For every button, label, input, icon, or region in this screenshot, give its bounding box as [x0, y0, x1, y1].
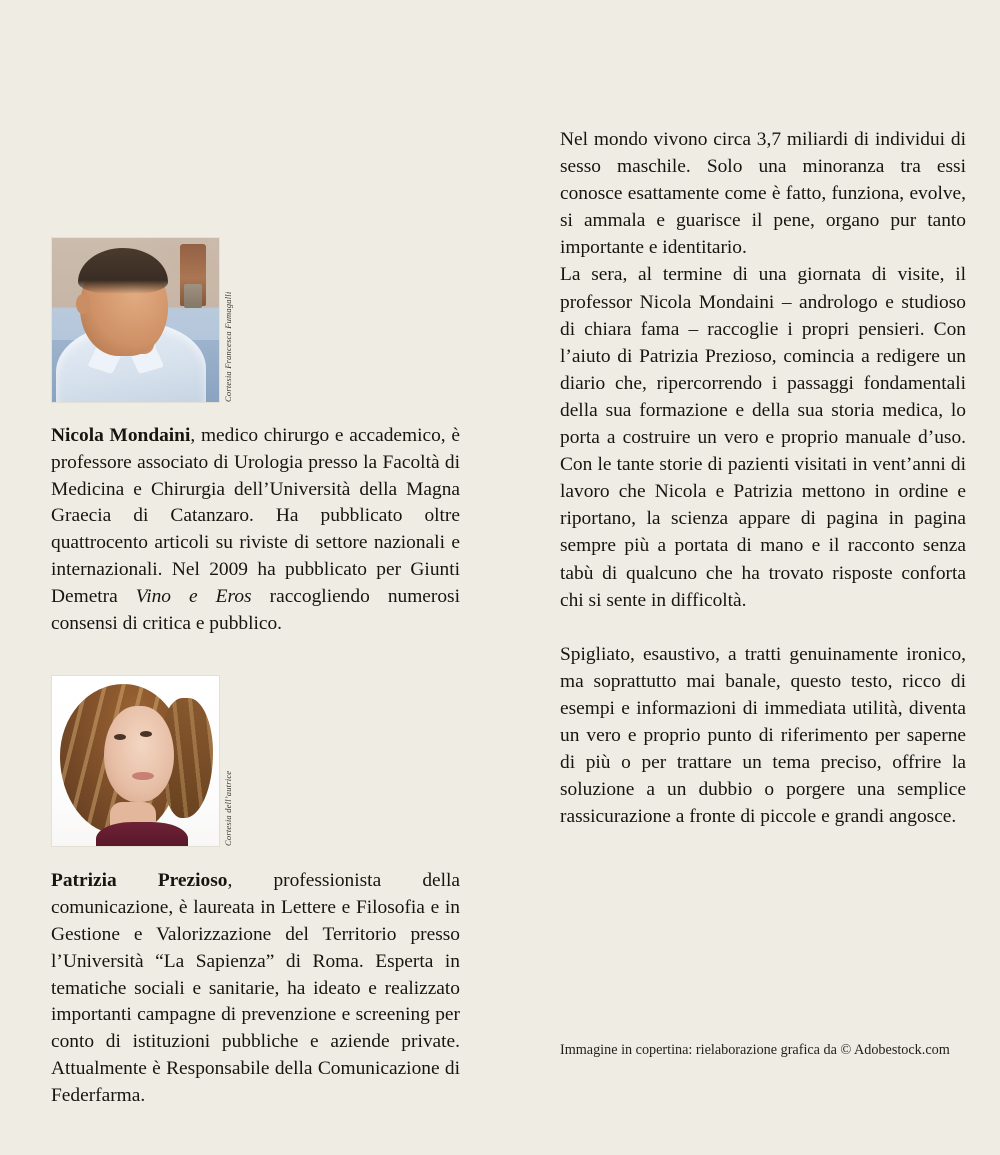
hair-shape: [78, 248, 168, 294]
blurb-paragraph-1: Nel mondo vivono circa 3,7 miliardi di individui di sesso maschile. Solo una minoranza tra essi conosce esattamente come è fatto, funziona, evolve, si ammala e guarisce il pene, organo pur tanto importante e identitario.: [560, 129, 966, 259]
burgundy-top-shape: [96, 822, 188, 846]
bio-italic-title-mondaini: Vino e Eros: [135, 585, 252, 607]
author-name-mondaini: Nicola Mondaini: [51, 425, 191, 446]
face-shape: [104, 706, 174, 802]
portrait-nicola-mondaini-image: [52, 238, 219, 402]
author-block-prezioso: [51, 675, 460, 1109]
bio-text-mondaini: [51, 423, 460, 637]
ear-shape: [76, 294, 90, 314]
photo-credit-mondaini: Cortesia Francesca Fumagalli: [223, 291, 233, 402]
photo-frame-mondaini: [51, 237, 233, 403]
portrait-patrizia-prezioso-image: [52, 676, 219, 846]
blurb-paragraph-2: La sera, al termine di una giornata di visite, il professor Nicola Mondaini – andrologo e studioso di chiara fama – raccoglie i propri pensieri. Con l’aiuto di Patrizia Prezioso, comincia a redigere un diario che, ripercorrendo i passaggi fondamentali della sua formazione e della sua storia medica, lo porta a costruire un vero e proprio manuale d’uso. Con le tante storie di pazienti visitati in vent’anni di lavoro che Nicola e Patrizia mettono in ordine e riportano, la scienza appare di pagina in pagina sempre più a portata di mano e il racconto senza tabù di qualcuno che ha trovato risposte conforta chi si sente in difficoltà.: [560, 264, 966, 611]
bio-body-mondaini-part2: raccogliendo numerosi consensi di critica e pubblico.: [51, 585, 460, 634]
right-column-blurb: [560, 126, 966, 830]
blurb-paragraph-3: Spigliato, esaustivo, a tratti genuinamente ironico, ma soprattutto mai banale, questo testo, ricco di esempi e informazioni di immediata utilità, diventa un vero e proprio punto di riferimento per saperne di più o per trattare un tema preciso, offrire la soluzione a un dubbio o porgere una semplice rassicurazione a fronte di piccole e grandi angosce.: [560, 643, 966, 828]
cover-image-credit: Immagine in copertina: rielaborazione grafica da © Adobestock.com: [560, 1042, 950, 1058]
left-column: [51, 0, 460, 1110]
bio-body-prezioso: , professionista della comunicazione, è laureata in Lettere e Filosofia e in Gestione e Valorizzazione del Territorio presso l’Università “La Sapienza” di Roma. Esperta in tematiche sociali e sanitarie, ha ideato e realizzato importanti campagne di prevenzione e screening per conto di istituzioni pubbliche e aziende private. Attualmente è Responsabile della Comunicazione di Federfarma.: [51, 870, 460, 1106]
photo-credit-prezioso: Cortesia dell’autrice: [223, 771, 233, 847]
photo-frame-prezioso: [51, 675, 233, 847]
author-name-prezioso: Patrizia Prezioso: [51, 870, 228, 892]
vase-decor-shape: [180, 244, 206, 306]
author-block-mondaini: [51, 0, 460, 637]
bio-body-mondaini-part1: , medico chirurgo e accademico, è professore associato di Urologia presso la Facoltà di Medicina e Chirurgia dell’Università della Magna Graecia di Catanzaro. Ha pubblicato oltre quattrocento articoli su riviste di settore nazionali e internazionali. Nel 2009 ha pubblicato per Giunti Demetra: [51, 425, 460, 607]
